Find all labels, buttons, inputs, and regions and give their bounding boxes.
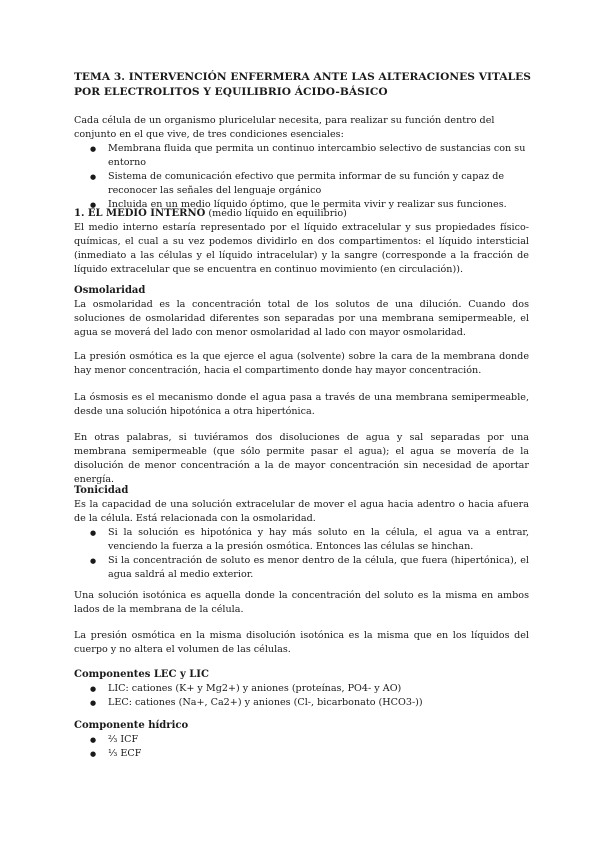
osmolaridad-paragraph: La osmolaridad es la concentración total de los solutos de una dilución. Cuando dos soluciones de osmolaridad diferentes son separadas por una membrana semipermeable, el agua se moverá del lado con menor osmolaridad al lado con mayor osmolaridad. [74,299,529,338]
osmolaridad-section [74,284,529,340]
intro-paragraph: Cada célula de un organismo pluricelular necesita, para realizar su función dentro del conjunto en el que vive, de tres condiciones esenciales: [74,115,495,140]
isotonica-paragraph: Una solución isotónica es aquella donde la concentración del soluto es la misma en ambos lados de la membrana de la célula. [74,590,529,615]
list-item: ● Sistema de comunicación efectivo que permita informar de su función y capaz de reconocer las señales del lenguaje orgánico [90,170,529,198]
section-heading-line [74,207,529,221]
intro-section [74,114,529,212]
list-item: ● Si la concentración de soluto es menor dentro de la célula, que fuera (hipertónica), el agua saldrá al medio exterior. [90,554,529,582]
list-item: ● Incluida en un medio líquido óptimo, que le permita vivir y realizar sus funciones. [90,198,529,212]
section-heading: 1. EL MEDIO INTERNO [74,208,206,219]
list-item: ● Membrana fluida que permita un continuo intercambio selectivo de sustancias con su entorno [90,142,529,170]
intro-list [74,142,529,212]
medio-interno-paragraph: El medio interno estaría representado por el líquido extracelular y sus propiedades físico-químicas, el cual a su vez podemos dividirlo en dos compartimentos: el líquido intersticial (inmediato a las células y el líquido intracelular) y la sangre (corresponde a la fracción de líquido extracelular que se encuentra en continuo movimiento (en circulación)). [74,222,529,275]
list-item: ● LEC: cationes (Na+, Ca2+) y aniones (Cl-, bicarbonato (HCO3-)) [90,696,529,710]
osmosis-paragraph: La ósmosis es el mecanismo donde el agua pasa a través de una membrana semipermeable, desde una solución hipotónica a otra hipertónica. [74,392,529,417]
tonicidad-paragraph: Es la capacidad de una solución extracelular de mover el agua hacia adentro o hacia afuera de la célula. Está relacionada con la osmolaridad. [74,499,529,524]
presion-osmotica-paragraph: La presión osmótica es la que ejerce el agua (solvente) sobre la cara de la membrana donde hay menor concentración, hacia el compartimento donde hay mayor concentración. [74,351,529,376]
list-item: ● LIC: cationes (K+ y Mg2+) y aniones (proteínas, PO4- y AO) [90,682,529,696]
list-item: ● Si la solución es hipotónica y hay más soluto en la célula, el agua va a entrar, venciendo la fuerza a la presión osmótica. Entonces las células se hinchan. [90,526,529,554]
document-title: TEMA 3. INTERVENCIÓN ENFERMERA ANTE LAS ALTERACIONES VITALES POR ELECTROLITOS Y EQUILIBRIO ÁCIDO-BÁSICO [74,71,531,98]
list-item: ● ⅔ ICF [90,733,529,747]
section-heading-note: (medio líquido en equilibrio) [205,208,347,219]
tonicidad-list [74,526,529,582]
componentes-list [74,682,529,710]
section-heading: Componentes LEC y LIC [74,669,209,680]
section-heading: Tonicidad [74,485,129,496]
hidrico-list [74,733,529,761]
list-item: ● ⅓ ECF [90,747,529,761]
componente-hidrico-section [74,719,529,761]
medio-interno-section [74,207,529,277]
otras-palabras-paragraph: En otras palabras, si tuviéramos dos disoluciones de agua y sal separadas por una membrana semipermeable (que sólo permite pasar el agua); el agua se movería de la disolución de menor concentración a la de mayor concentración sin necesidad de aportar energía. [74,432,529,485]
presion-isotonica-paragraph: La presión osmótica en la misma disolución isotónica es la misma que en los líquidos del cuerpo y no altera el volumen de las células. [74,630,529,655]
section-heading: Componente hídrico [74,720,189,731]
section-heading: Osmolaridad [74,285,146,296]
componentes-section [74,668,529,710]
tonicidad-section [74,484,529,582]
